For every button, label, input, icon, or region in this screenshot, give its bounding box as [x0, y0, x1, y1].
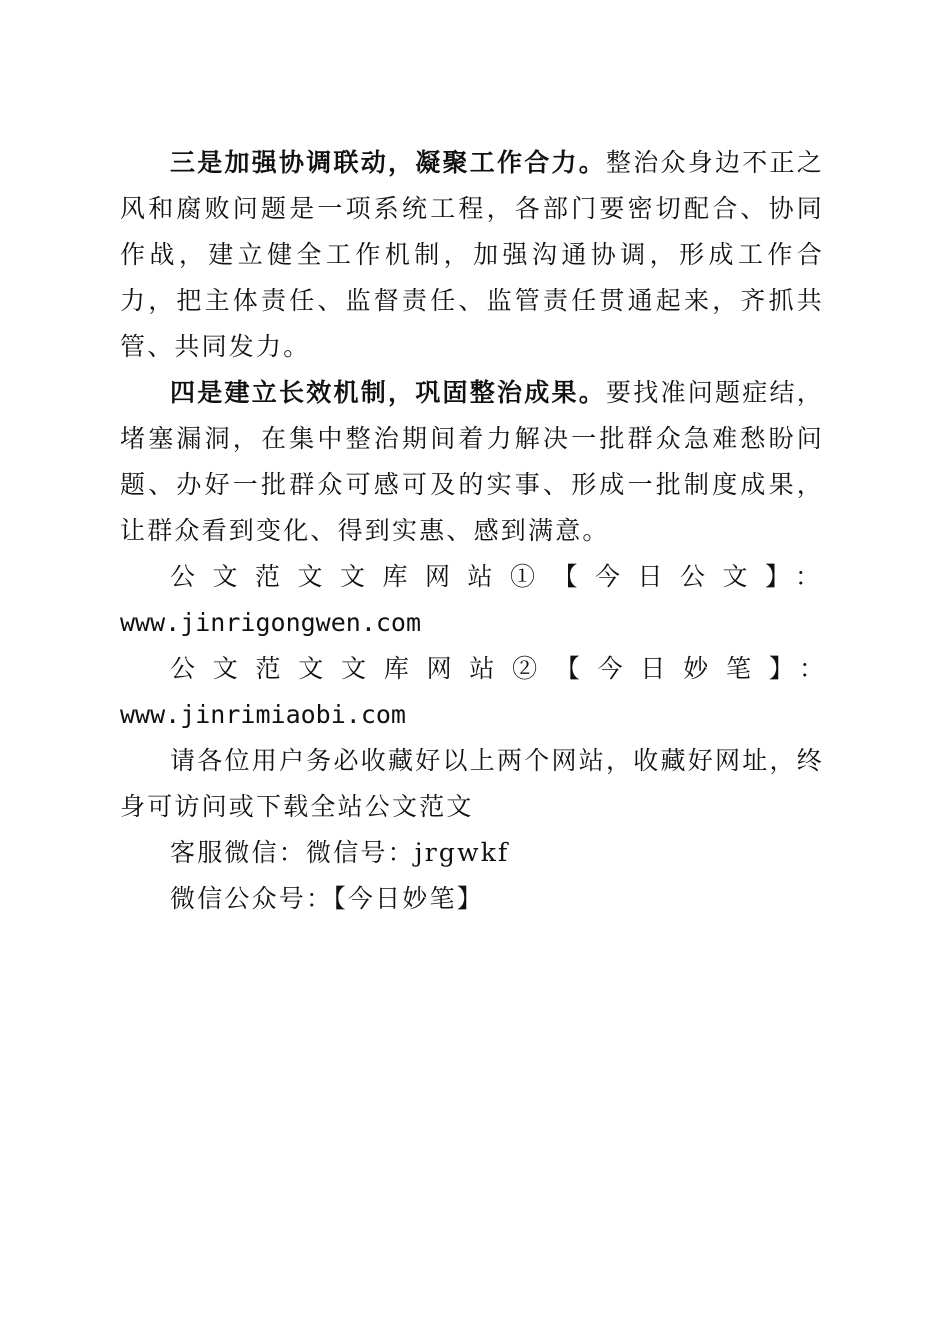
paragraph-long-term-mechanism — [120, 370, 824, 554]
document-body — [120, 140, 824, 922]
paragraph-heading: 四是建立长效机制，巩固整治成果。 — [170, 378, 607, 407]
paragraph-coordination — [120, 140, 824, 370]
site2-url: www.jinrimiaobi.com — [120, 700, 406, 729]
service-wechat: 客服微信：微信号：jrgwkf — [170, 838, 510, 867]
site1-label: 公文范文文库网站①【今日公文】： — [170, 562, 824, 591]
site2-line — [120, 646, 824, 738]
site1-line — [120, 554, 824, 600]
bookmark-notice: 请各位用户务必收藏好以上两个网站，收藏好网址，终身可访问或下载全站公文范文 — [120, 746, 824, 821]
site1-url-line — [120, 600, 824, 646]
site2-label: 公文范文文库网站②【今日妙笔】： — [170, 654, 824, 683]
paragraph-heading: 三是加强协调联动，凝聚工作合力。 — [170, 148, 607, 177]
paragraph-text: 要找准问题症结，堵塞漏洞，在集中整治期间着力解决一批群众急难愁盼问题、办好一批群众可感可及的实事、形成一批制度成果，让群众看到变化、得到实惠、感到满意。 — [120, 378, 824, 545]
official-account: 微信公众号：【今日妙笔】 — [170, 884, 484, 913]
paragraph-text: 整治众身边不正之风和腐败问题是一项系统工程，各部门要密切配合、协同作战，建立健全工作机制，加强沟通协调，形成工作合力，把主体责任、监督责任、监管责任贯通起来，齐抓共管、共同发力。 — [120, 148, 824, 361]
site1-url: www.jinrigongwen.com — [120, 608, 422, 637]
